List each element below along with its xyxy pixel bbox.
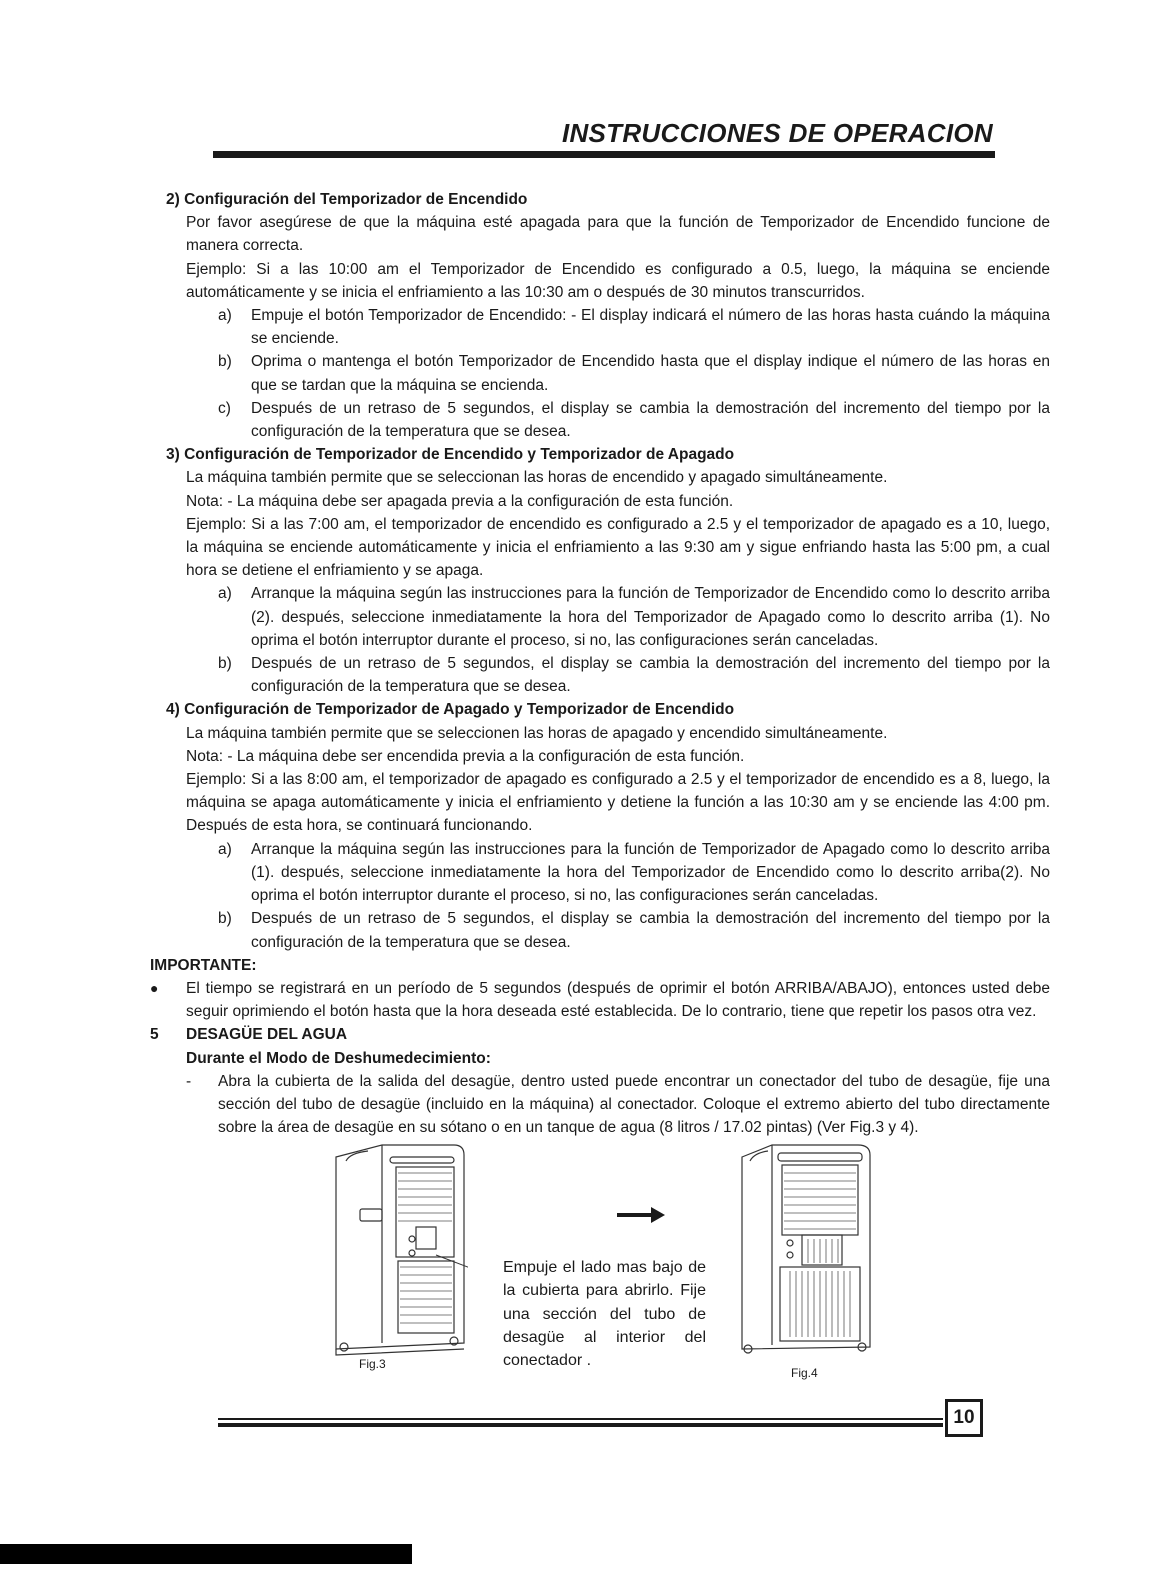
list-item (150, 582, 1050, 652)
fig4-caption: Fig.4 (791, 1366, 818, 1380)
bullet-icon: ● (150, 979, 159, 996)
section-4-paragraph: La máquina también permite que se seleccionen las horas de apagado y encendido simultáneamente. (186, 724, 888, 742)
list-item-label: a) (218, 840, 232, 858)
arrow-right-icon (617, 1207, 665, 1223)
list-item-text: Arranque la máquina según las instrucciones para la función de Temporizador de Apagado como lo descrito arriba (1). después, seleccione inmediatamente la hora del Temporizador de Encendido como lo descrito arriba(2). No oprima el botón interruptor durante el proceso, si no, las configuraciones serán canceladas. (251, 840, 1050, 905)
section-2-example: Ejemplo: Si a las 10:00 am el Temporizador de Encendido es configurado a 0.5, luego, la máquina se enciende automáticamente y se inicia el enfriamiento a las 10:30 am o después de 30 minutos transcurridos. (186, 260, 1050, 301)
list-item-label: a) (218, 585, 232, 603)
fig4-air-conditioner-illustration (738, 1143, 878, 1365)
list-item-label: b) (218, 910, 232, 928)
figure-callout-text: Empuje el lado mas bajo de la cubierta para abrirlo. Fije una sección del tubo de desagüe al interior del conectador . (503, 1259, 706, 1370)
header-rule (213, 151, 995, 158)
list-item (150, 652, 1050, 698)
list-item-label: b) (218, 655, 232, 673)
list-item (150, 397, 1050, 443)
list-item-text: Empuje el botón Temporizador de Encendido: - El display indicará el número de las horas hasta cuándo la máquina se enciende. (251, 307, 1050, 348)
section-5-dash-item (150, 1070, 1050, 1140)
dash-marker: - (186, 1072, 192, 1090)
important-heading: IMPORTANTE: (150, 956, 257, 974)
section-4-note: Nota: - La máquina debe ser encendida previa a la configuración de esta función. (186, 747, 745, 765)
section-4-heading: 4) Configuración de Temporizador de Apagado y Temporizador de Encendido (166, 701, 735, 719)
main-content (150, 188, 1050, 1139)
list-item-label: b) (218, 353, 232, 371)
section-3-paragraph: La máquina también permite que se seleccionan las horas de encendido y apagado simultáneamente. (186, 469, 888, 487)
section-5-heading (150, 1023, 1050, 1046)
section-2-heading: 2) Configuración del Temporizador de Encendido (166, 191, 528, 208)
section-2-paragraph: Por favor asegúrese de que la máquina esté apagada para que la función de Temporizador de Encendido funcione de manera correcta. (186, 214, 1050, 255)
section-5-text: Abra la cubierta de la salida del desagüe, dentro usted puede encontrar un conectador del tubo de desagüe, fije una sección del tubo de desagüe (incluido en la máquina) al conectador. Coloque el extremo abierto del tubo directamente sobre la área de desagüe en su sótano o en un tanque de agua (8 litros / 17.02 pintas) (Ver Fig.3 y 4). (218, 1072, 1050, 1137)
list-item-text: Arranque la máquina según las instrucciones para la función de Temporizador de Encendido como lo descrito arriba (2). después, seleccione inmediatamente la hora del Temporizador de Apagado como lo descrito arriba (1). No oprima el botón interruptor durante el proceso, si no, las configuraciones serán canceladas. (251, 585, 1050, 649)
section-3-note: Nota: - La máquina debe ser apagada previa a la configuración de esta función. (186, 492, 734, 510)
page-title: INSTRUCCIONES DE OPERACION (561, 118, 993, 148)
section-4-example: Ejemplo: Si a las 8:00 am, el temporizador de apagado es configurado a 2.5 y el temporizador de encendido es a 8, luego, la máquina se apaga automáticamente y inicia el enfriamiento y detiene la función a las 10:30 am y se enciende las 4:00 pm. Después de esta hora, se continuará funcionando. (186, 771, 1050, 835)
section-5-title: DESAGÜE DEL AGUA (186, 1026, 348, 1044)
footer-rule-thin (218, 1418, 943, 1420)
fig3-air-conditioner-illustration (328, 1143, 468, 1365)
list-item-text: Después de un retraso de 5 segundos, el display se cambia la demostración del incremento del tiempo por la configuración de la temperatura que se desea. (251, 399, 1050, 441)
list-item (150, 304, 1050, 350)
list-item-text: Después de un retraso de 5 segundos, el display se cambia la demostración del incremento del tiempo por la configuración de la temperatura que se desea. (251, 910, 1050, 951)
list-item-text: Después de un retraso de 5 segundos, el display se cambia la demostración del incremento del tiempo por la configuración de la temperatura que se desea. (251, 655, 1050, 696)
important-bullet-item (150, 977, 1050, 1023)
list-item-label: c) (218, 399, 231, 417)
list-item (150, 838, 1050, 908)
fig3-caption: Fig.3 (359, 1357, 386, 1371)
section-5-number: 5 (150, 1026, 159, 1044)
footer-rule-thick (218, 1423, 943, 1427)
section-3-example: Ejemplo: Si a las 7:00 am, el temporizador de encendido es configurado a 2.5 y el temporizador de apagado es a 10, luego, la máquina se enciende automáticamente y inicia el enfriamiento a las 9:30 am y sigue enfriando hasta las 5:00 pm, a cual hora se detiene el enfriamiento y se apaga. (186, 515, 1050, 580)
page-number: 10 (945, 1399, 983, 1437)
important-text: El tiempo se registrará en un período de 5 segundos (después de oprimir el botón ARRIBA/ABAJO), entonces usted debe seguir oprimiendo el botón hasta que la hora deseada esté establecida. De lo contrario, tiene que repetir los pasos otra vez. (186, 979, 1050, 1021)
list-item-text: Oprima o mantenga el botón Temporizador de Encendido hasta que el display indique el número de las horas en que se tardan que la máquina se encienda. (251, 353, 1050, 394)
section-3-heading: 3) Configuración de Temporizador de Encendido y Temporizador de Apagado (166, 446, 735, 464)
list-item (150, 350, 1050, 396)
list-item-label: a) (218, 307, 232, 325)
scan-edge-bar (0, 1544, 412, 1564)
section-5-subheading: Durante el Modo de Deshumedecimiento: (186, 1049, 491, 1067)
list-item (150, 907, 1050, 953)
